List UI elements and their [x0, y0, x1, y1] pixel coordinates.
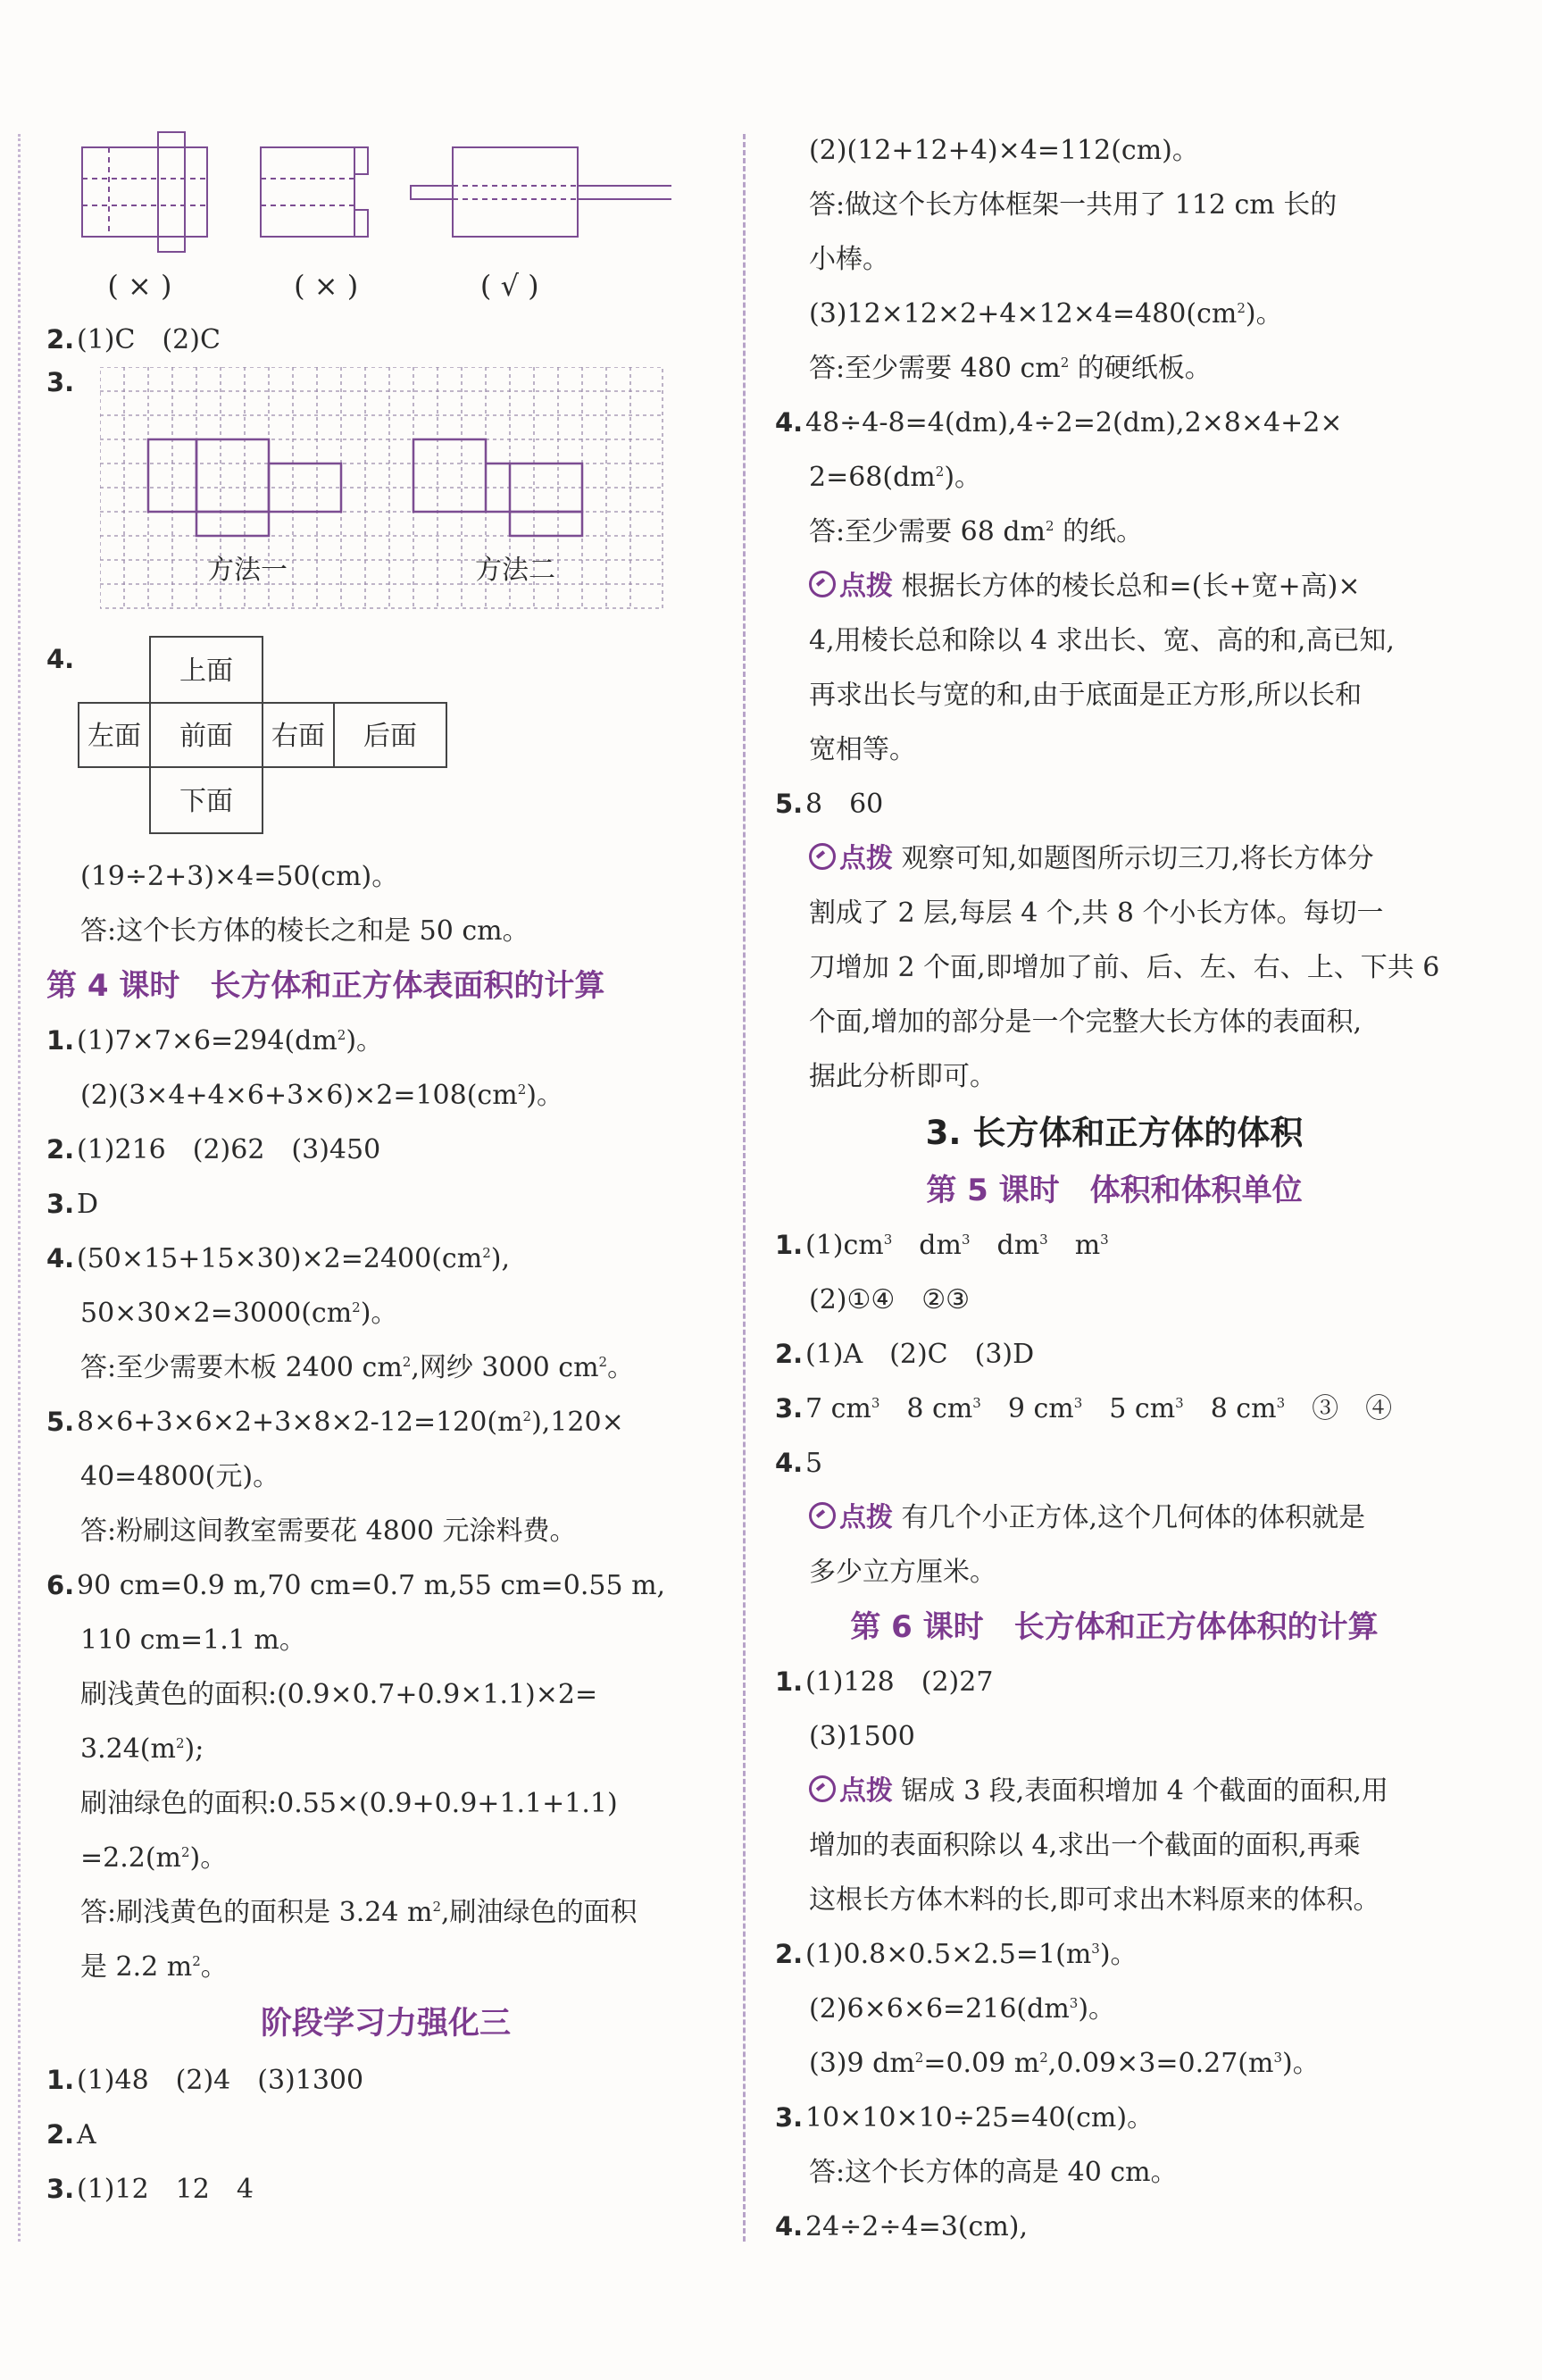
tip-2-line-4: 个面,增加的部分是一个完整大长方体的表面积, [809, 1006, 1363, 1038]
tip-2-line-3: 刀增加 2 个面,即增加了前、后、左、右、上、下共 6 [809, 952, 1440, 983]
l6-q2b: $(2)6\times 6\times 6=216(dm^3)$。 [809, 1993, 1116, 2025]
l4-q6d: $3.24(m^2)$; [80, 1733, 204, 1765]
lesson-6-heading: 第 6 课时 长方体和正方体体积的计算 [850, 1609, 1379, 1645]
tip-2-line-2: 割成了 2 层,每层 4 个,共 8 个小长方体。每切一 [809, 898, 1384, 929]
l4-q1b: $(2)(3\times 4+4\times 6+3\times 6)\times 2=108(cm^2)$。 [80, 1080, 563, 1111]
l5-q2: 2.(1)A (2)C (3)D [775, 1339, 1035, 1370]
method-2-label: 方法二 [475, 555, 555, 586]
l4-q6c: 刷浅黄色的面积:(0.9×0.7+0.9×1.1)×2= [80, 1679, 598, 1710]
l4-q6b: 110 cm=1.1 m。 [80, 1624, 306, 1656]
r-q4c: 答:至少需要 68 $dm^2$ 的纸。 [809, 516, 1144, 547]
face-right: 右面 [271, 721, 325, 752]
s3-q2: 2.A [46, 2119, 96, 2150]
l6-tip-line-1: 点拨 锯成 3 段,表面积增加 4 个截面的面积,用 [775, 1764, 1454, 1818]
l4-q4c: 答:至少需要木板 2400 $cm^2$,网纱 3000 $cm^2$。 [80, 1352, 635, 1383]
left-column [46, 125, 725, 2217]
q4-net-block [46, 635, 725, 849]
face-front: 前面 [179, 721, 233, 752]
q1-mark-2: ( × ) [294, 269, 359, 303]
tip-icon [809, 1775, 836, 1802]
s3-q1: 1.(1)48 (2)4 (3)1300 [46, 2065, 364, 2096]
face-left: 左面 [88, 721, 141, 752]
method-1-label: 方法一 [207, 555, 288, 586]
l4-q6a: 6.90 cm=0.9 m,70 cm=0.7 m,55 cm=0.55 m, [46, 1570, 666, 1601]
r-line-1: (2)(12+12+4)×4=112(cm)。 [809, 135, 1199, 166]
l5-tip-line-2: 多少立方厘米。 [809, 1557, 996, 1588]
tip-1-line-1: 点拨 根据长方体的棱长总和=(长+宽+高)× [775, 559, 1454, 614]
q1-mark-3: ( √ ) [479, 269, 539, 303]
column-divider [743, 134, 746, 2242]
lesson-5-heading: 第 5 课时 体积和体积单位 [926, 1173, 1303, 1208]
page-edge-line [18, 134, 21, 2242]
q1-marks [46, 259, 600, 313]
tip-icon [809, 843, 836, 870]
unit-3-heading: 3. 长方体和正方体的体积 [925, 1114, 1304, 1152]
l4-q6g: 答:刷浅黄色的面积是 3.24 $m^2$,刷油绿色的面积 [80, 1897, 638, 1928]
l6-q1a: 1.(1)128 (2)27 [775, 1666, 994, 1698]
l5-q1a: $1.(1)cm^3$ $dm^3$ $dm^3$ $m^3$ [775, 1230, 1109, 1261]
l4-q2: 2.(1)216 (2)62 (3)450 [46, 1134, 381, 1165]
l5-tip-line-1: 点拨 有几个小正方体,这个几何体的体积就是 [775, 1491, 1454, 1545]
l6-q4: 4.24÷2÷4=3(cm), [775, 2211, 1029, 2242]
l6-tip-line-3: 这根长方体木料的长,即可求出木料原来的体积。 [809, 1884, 1380, 1916]
l4-q6f: $=2.2(m^2)$。 [80, 1842, 228, 1874]
tip-1-line-2: 4,用棱长总和除以 4 求出长、宽、高的和,高已知, [809, 625, 1395, 656]
l4-q1a: $1.(1)7\times 7\times 6=294(dm^2)$。 [46, 1025, 384, 1056]
stage-3-heading: 阶段学习力强化三 [260, 2006, 511, 2042]
s3-q3: 3.(1)12 12 4 [46, 2174, 254, 2205]
l5-q4: 4.5 [775, 1448, 823, 1479]
l6-q1b: (3)1500 [809, 1721, 915, 1752]
cube-nets-figure [46, 125, 671, 259]
right-column [775, 123, 1454, 2254]
q4-number: 4. [46, 644, 75, 674]
tip-2-line-1: 点拨 观察可知,如题图所示切三刀,将长方体分 [775, 831, 1454, 886]
l6-q3b: 答:这个长方体的高是 40 cm。 [809, 2157, 1178, 2188]
l4-q5c: 答:粉刷这间教室需要花 4800 元涂料费。 [80, 1516, 577, 1547]
l4-q4a: $4.(50\times 15+15\times 30)\times 2=2400(cm^2)$, [46, 1243, 510, 1274]
tip-icon [809, 1502, 836, 1529]
face-back: 后面 [363, 721, 417, 752]
q3-grid-figure [100, 367, 671, 617]
r-q4b: $2=68(dm^2)$。 [809, 462, 982, 493]
l4-q6e: 刷油绿色的面积:0.55×(0.9+0.9+1.1+1.1) [80, 1788, 618, 1819]
q1-mark-1: ( × ) [107, 269, 172, 303]
r-line-5: 答:至少需要 480 $cm^2$ 的硬纸板。 [809, 353, 1212, 384]
q4-answer: 答:这个长方体的棱长之和是 50 cm。 [80, 915, 529, 947]
r-line-2: 答:做这个长方体框架一共用了 112 cm 长的 [809, 189, 1338, 221]
face-net-figure [77, 635, 505, 840]
q3-block [46, 367, 725, 635]
tip-2-line-5: 据此分析即可。 [809, 1061, 996, 1092]
r-line-4: $(3)12\times 12\times 2+4\times 12\times 4=480(cm^2)$。 [809, 298, 1283, 330]
tip-1-line-3: 再求出长与宽的和,由于底面是正方形,所以长和 [809, 680, 1363, 711]
l5-q1b: (2)①④ ②③ [809, 1284, 971, 1315]
l4-q3: 3.D [46, 1189, 99, 1220]
l4-q5a: $5.8\times 6+3\times 6\times 2+3\times 8\times 2-12=120(m^2),120\times$ [46, 1407, 624, 1438]
l6-q2a: $2.(1)0.8\times 0.5\times 2.5=1(m^3)$。 [775, 1939, 1138, 1970]
face-bottom: 下面 [179, 786, 233, 817]
l4-q6h: 是 2.2 $m^2$。 [80, 1951, 228, 1983]
face-top: 上面 [179, 656, 233, 687]
tip-1-line-4: 宽相等。 [809, 734, 916, 765]
l6-q2c: (3)9 $dm^2=0.09$ $m^2,0.09\times 3=0.27(m^3)$。 [809, 2048, 1320, 2079]
q2-line: 2.(1)C (2)C [46, 324, 221, 355]
lesson-4-heading: 第 4 课时 长方体和正方体表面积的计算 [46, 968, 605, 1004]
l6-tip-line-2: 增加的表面积除以 4,求出一个截面的面积,再乘 [809, 1830, 1361, 1861]
l4-q5b: 40=4800(元)。 [80, 1461, 280, 1492]
l6-q3a: 3.10×10×10÷25=40(cm)。 [775, 2102, 1154, 2134]
l4-q4b: $50\times 30\times 2=3000(cm^2)$。 [80, 1298, 398, 1329]
q4-calc: (19÷2+3)×4=50(cm)。 [80, 861, 399, 892]
tip-icon [809, 571, 836, 597]
r-q4a: 4.48÷4-8=4(dm),4÷2=2(dm),2×8×4+2× [775, 407, 1343, 438]
r-line-3: 小棒。 [809, 244, 889, 275]
l5-q3: 3.7 $cm^3$ 8 $cm^3$ 9 $cm^3$ 5 $cm^3$ 8 $cm^3$ ③ ④ [775, 1393, 1393, 1424]
r-q5: 5.8 60 [775, 789, 884, 820]
q3-number: 3. [46, 367, 75, 397]
